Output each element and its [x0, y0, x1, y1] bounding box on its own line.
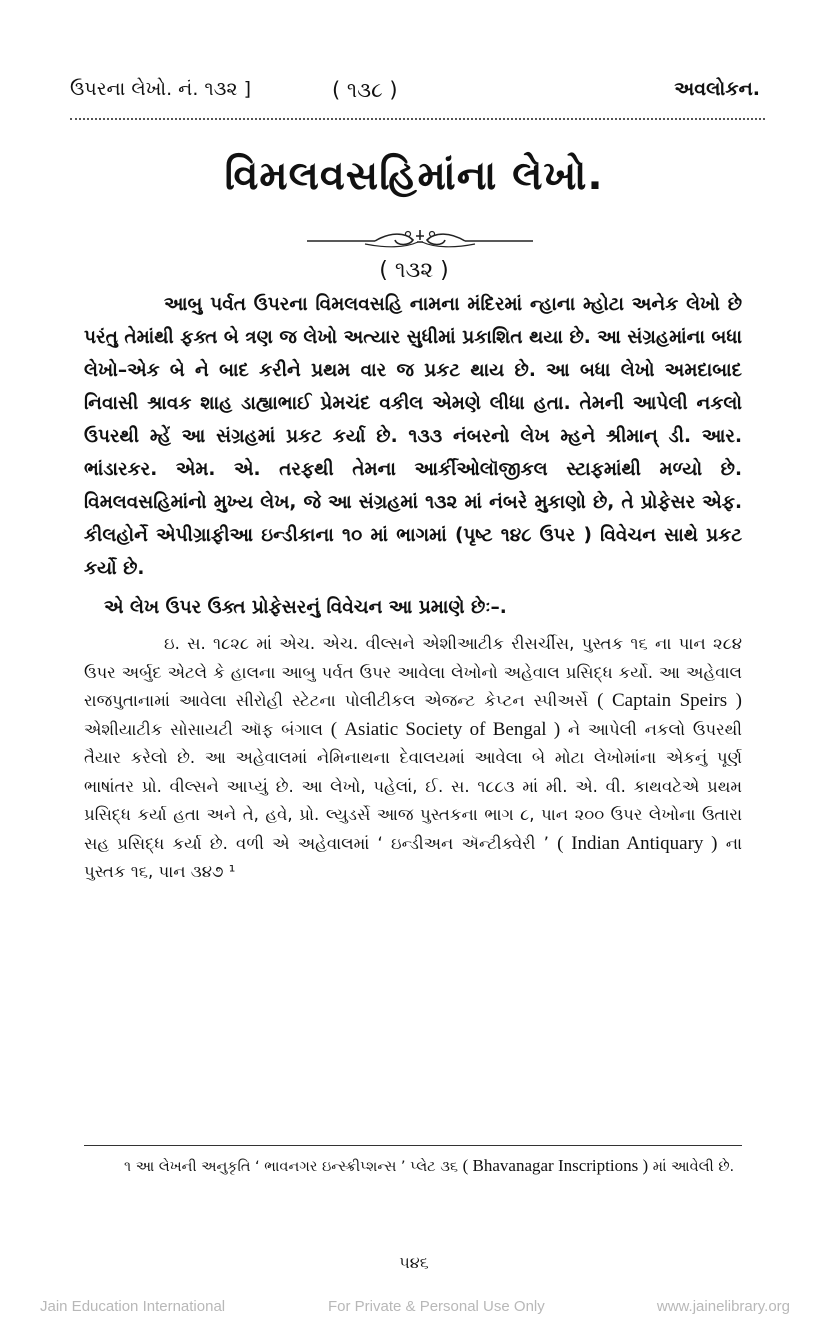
commentary-text-c: ને આપેલી નકલો ઉપરથી તૈયાર કરેલો છે. આ અહેવાલમાં નેમિનાથના દેવાલયમાં આવેલા બે મોટા લેખોમાંના એકનું પૂર્ણ ભાષાંતર પ્રો. વીલ્સને આપ્યું છે. આ લેખો, પહેલાં, ઈ. સ. ૧૮૮૩ માં મી. એ. વી. કાથવટેએ પ્રથમ પ્રસિદ્ધ કર્યા હતા અને તે, હવે, પ્રો. લ્યુડર્સે આજ પુસ્તકના ભાગ ૮, પાન ૨૦૦ ઉપર લેખોના ઉતારા સહ પ્રસિદ્ધ કર્યા છે. વળી એ અહેવાલમાં ‘ ઇન્ડીઅન ઍન્ટીક્વેરી ’: [84, 719, 743, 853]
watermark-usage-notice: For Private & Personal Use Only: [328, 1298, 545, 1315]
header-left-section-ref: ઉપરના લેખો. નં. ૧૩૨ ]: [70, 78, 251, 100]
intro-paragraph: આબુ પર્વત ઉપરના વિમલવસહિ નામના મંદિરમાં ન્હાના મ્હોટા અનેક લેખો છે પરંતુ તેમાંથી ફક્ત બે ત્રણ જ લેખો અત્યાર સુધીમાં પ્રકાશિત થયા છે. આ સંગ્રહમાંના બધા લેખો–એક બે ને બાદ કરીને પ્રથમ વાર જ પ્રકટ થાય છે. આ બધા લેખો અમદાબાદ નિવાસી શ્રાવક શાહ ડાહ્યાભાઈ પ્રેમચંદ વકીલ એમણે લીધા હતા. તેમની આપેલી નકલો ઉપરથી મ્હેં આ સંગ્રહમાં પ્રકટ કર્યા છે. ૧૩૩ નંબરનો લેખ મ્હને શ્રીમાન્ ડી. આર. ભાંડારકર. એમ. એ. તરફથી તેમના આર્કીઓલૉજીકલ સ્ટાફમાંથી મળ્યો છે. વિમલવસહિમાંનો મુખ્ય લેખ, જે આ સંગ્રહમાં ૧૩૨ માં નંબરે મુકાણો છે, તે પ્રોફેસર એફ. કીલહોર્ને એપીગ્રાફીઆ ઇન્ડીકાના ૧૦ માં ભાગમાં (પૃષ્ટ ૧૪૮ ઉપર ) વિવેચન સાથે પ્રકટ કર્યો છે.: [84, 294, 742, 579]
footnote-rule: [84, 1145, 742, 1146]
header-page-label: ( ૧૩૮ ): [332, 78, 398, 102]
commentary-text-a: ઇ. સ. ૧૮૨૮ માં એચ. એચ. વીલ્સને એશીઆટીક રીસર્ચીસ, પુસ્તક ૧૬ ના પાન ૨૮૪ ઉપર અર્બુદ એટલે કે હાલના આબુ પર્વત ઉપર આવેલા લેખોનો અહેવાલ પ્રસિદ્ધ કર્યો. આ અહેવાલ રાજપુતાનામાં આવેલા સીરોહી સ્ટેટના પોલીટીકલ એજન્ટ કેપ્ટન સ્પીઅર્સે: [84, 634, 742, 710]
commentary-lead-paragraph: એ લેખ ઉપર ઉક્ત પ્રોફેસરનું વિવેચન આ પ્રમાણે છેઃ–.: [104, 597, 507, 618]
footnote-text-b: માં આવેલી છે.: [652, 1159, 735, 1175]
body-text: [84, 288, 742, 887]
latin-bhavanagar-inscriptions: ( Bhavanagar Inscriptions ): [462, 1156, 649, 1175]
footnote: [84, 1152, 742, 1181]
header-dotted-rule: [70, 118, 765, 120]
latin-captain-speirs: ( Captain Speirs ): [597, 690, 742, 711]
inscription-number: ( ૧૩૨ ): [379, 258, 449, 283]
watermark-website: www.jainelibrary.org: [656, 1298, 790, 1315]
footnote-text-a: ૧ આ લેખની અનુકૃતિ ‘ ભાવનગર ઇન્સ્ક્રીપ્શન્સ ’ પ્લેટ ૩૬: [124, 1159, 458, 1175]
ornament-divider-icon: [305, 228, 535, 250]
latin-asiatic-society: ( Asiatic Society of Bengal ): [330, 718, 561, 740]
page-number: ૫૪૬: [399, 1253, 429, 1272]
latin-indian-antiquary: ( Indian Antiquary ): [557, 832, 718, 854]
commentary-paragraph: [84, 630, 742, 887]
page-title: વિમલવસહિમાંના લેખો.: [224, 153, 604, 199]
commentary-text-d: ના પુસ્તક ૧૬, પાન ૩૪૭ ¹: [84, 833, 743, 881]
header-right-title: અવલોકન.: [674, 78, 760, 100]
commentary-text-b: એશીયાટીક સોસાયટી ઑફ બંગાલ: [84, 719, 323, 739]
running-header: [70, 78, 760, 110]
watermark-publisher: Jain Education International: [40, 1298, 226, 1315]
